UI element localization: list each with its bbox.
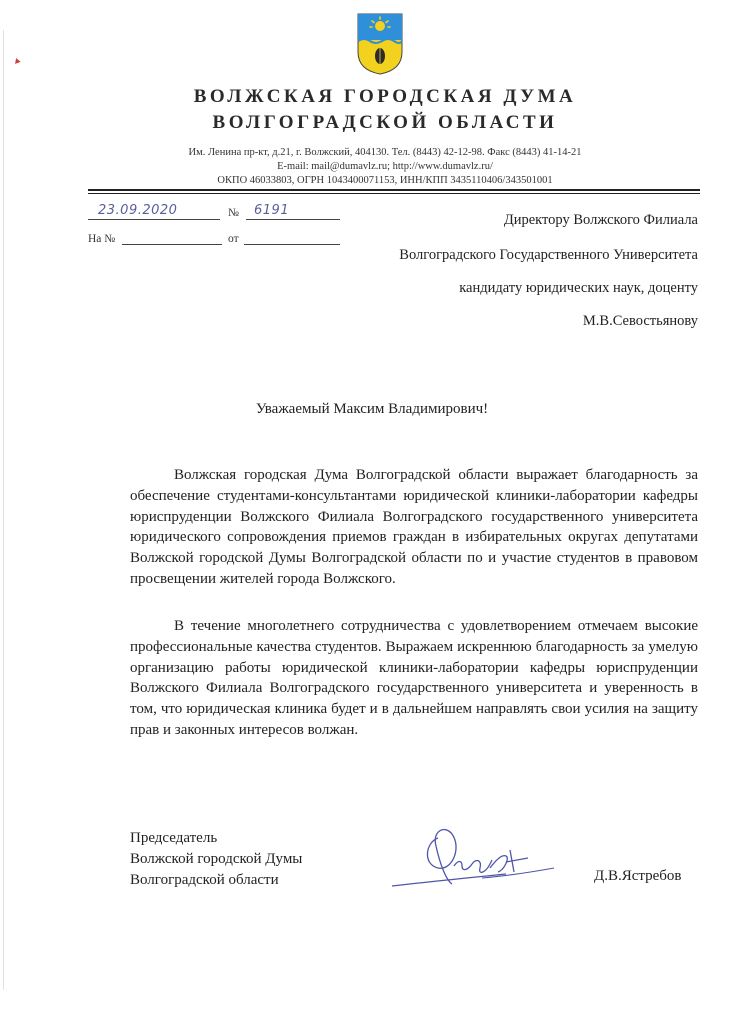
addressee-position: Директору Волжского Филиала xyxy=(503,212,698,228)
scan-edge-line xyxy=(3,30,4,990)
signatory-title xyxy=(130,828,302,891)
coat-of-arms-icon xyxy=(356,12,404,76)
greeting: Уважаемый Максим Владимирович! xyxy=(255,401,489,417)
number-label: № xyxy=(228,207,239,219)
signatory-title-line: Волгоградской области xyxy=(130,872,279,888)
reply-number-underline xyxy=(122,244,222,245)
addressee-organization: Волгоградского Государственного Университета xyxy=(399,247,698,263)
addressee-name: М.В.Севостьянову xyxy=(582,313,698,329)
body-paragraph-2: В течение многолетнего сотрудничества с удовлетворением отмечаем высокие профессиональные качества студентов. Выражаем искреннюю благодарность за умелую организацию работы юридической клиники-лаборатории кафедры юриспруденции Волжского Филиала Волгоградского государственного университета и уверенность в том, что юридическая клиника будет и в дальнейшем направлять свои усилия на защиту прав и законных интересов волжан. xyxy=(130,618,698,738)
organization-region: ВОЛГОГРАДСКОЙ ОБЛАСТИ xyxy=(212,112,558,133)
outgoing-number: 6191 xyxy=(254,203,290,218)
address-line: Им. Ленина пр-кт, д.21, г. Волжский, 404130. Тел. (8443) 42-12-98. Факс (8443) 41-14-21 xyxy=(188,147,582,158)
outgoing-date: 23.09.2020 xyxy=(98,203,178,218)
handwritten-signature xyxy=(386,820,562,900)
reply-to-label: На № xyxy=(88,233,116,245)
header-divider-thin xyxy=(88,193,700,194)
signatory-title-line: Волжской городской Думы xyxy=(130,851,303,867)
from-label: от xyxy=(228,233,239,245)
reply-date-underline xyxy=(244,244,340,245)
signatory-name: Д.В.Ястребов xyxy=(594,868,682,884)
red-mark xyxy=(13,57,20,64)
header-divider xyxy=(88,189,700,191)
organization-name: ВОЛЖСКАЯ ГОРОДСКАЯ ДУМА xyxy=(193,86,577,107)
number-underline xyxy=(246,219,340,220)
body-paragraph-1: Волжская городская Дума Волгоградской области выражает благодарность за обеспечение студентами-консультантами юридической клиники-лаборатории кафедры юриспруденции Волжского Филиала Волгоградского государственного университета юридического сопровождения приемов граждан в избирательных округах депутатами Волжской городской Думы Волгоградской области по и участие студентов в правовом просвещении жителей города Волжского. xyxy=(130,467,698,587)
addressee-degree: кандидату юридических наук, доценту xyxy=(459,280,698,296)
registry-codes-line: ОКПО 46033803, ОГРН 1043400071153, ИНН/КПП 3435110406/343501001 xyxy=(217,175,553,186)
date-underline xyxy=(88,219,220,220)
signatory-title-line: Председатель xyxy=(130,830,218,846)
contact-line: E-mail: mail@dumavlz.ru; http://www.dumavlz.ru/ xyxy=(277,161,493,172)
